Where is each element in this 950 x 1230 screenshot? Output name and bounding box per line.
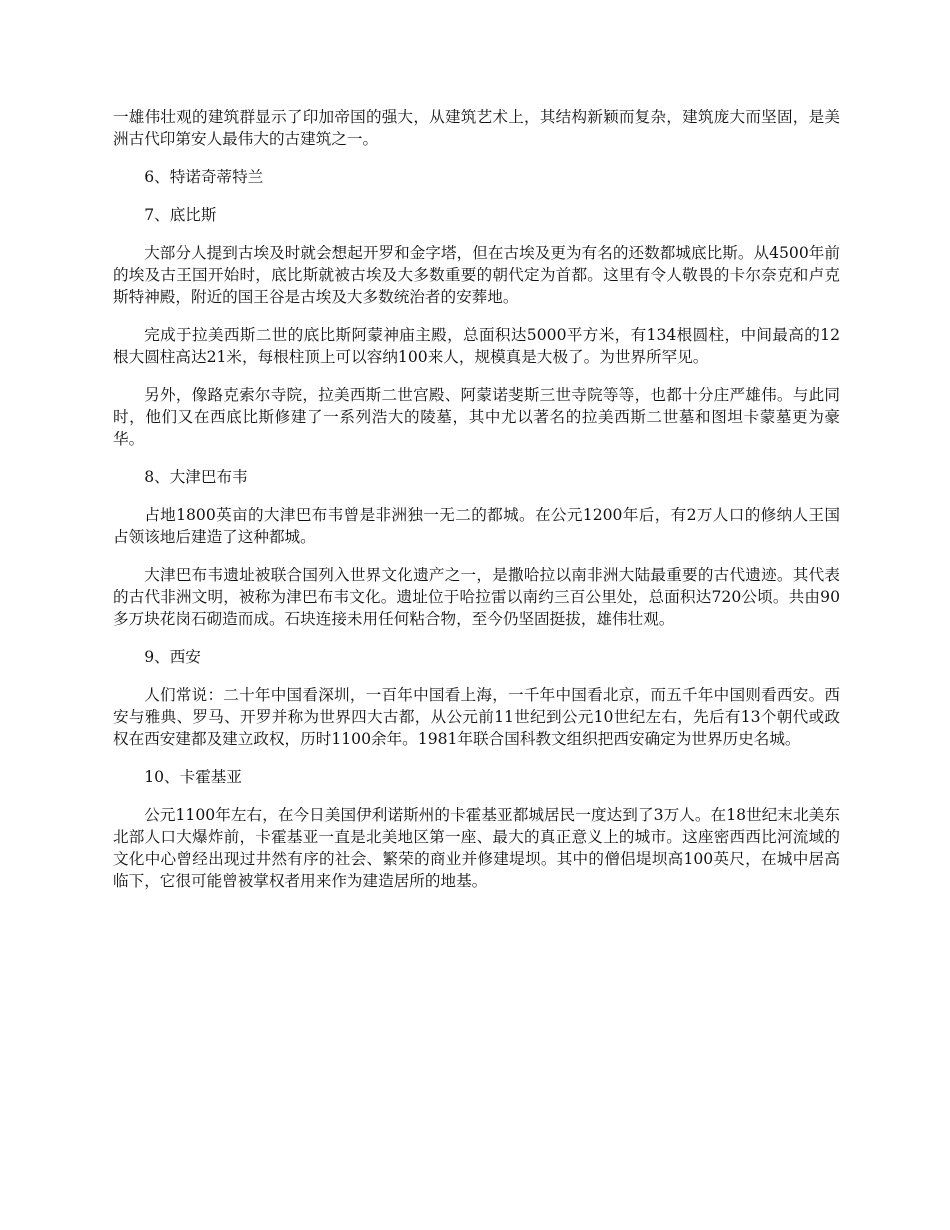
paragraph-thebes-temple: 完成于拉美西斯二世的底比斯阿蒙神庙主殿，总面积达5000平方米，有134根圆柱，中间最高的12根大圆柱高达21米，每根柱顶上可以容纳100来人，规模真是大极了。为世界所罕见。 bbox=[113, 326, 840, 366]
heading-great-zimbabwe: 8、大津巴布韦 bbox=[144, 468, 248, 486]
document-page bbox=[113, 106, 840, 908]
heading-cahokia: 10、卡霍基亚 bbox=[144, 768, 242, 786]
paragraph-cahokia: 公元1100年左右，在今日美国伊利诺斯州的卡霍基亚都城居民一度达到了3万人。在18世纪末北美东北部人口大爆炸前，卡霍基亚一直是北美地区第一座、最大的真正意义上的城市。这座密西西比河流域的文化中心曾经出现过井然有序的社会、繁荣的商业并修建堤坝。其中的僧侣堤坝高100英尺，在城中居高临下，它很可能曾被掌权者用来作为建造居所的地基。 bbox=[113, 806, 840, 890]
paragraph-inca-continuation: 一雄伟壮观的建筑群显示了印加帝国的强大，从建筑艺术上，其结构新颖而复杂，建筑庞大而坚固，是美洲古代印第安人最伟大的古建筑之一。 bbox=[113, 108, 840, 148]
paragraph-thebes-intro: 大部分人提到古埃及时就会想起开罗和金字塔，但在古埃及更为有名的还数都城底比斯。从4500年前的埃及古王国开始时，底比斯就被古埃及大多数重要的朝代定为首都。这里有令人敬畏的卡尔奈克和卢克斯特神殿，附近的国王谷是古埃及大多数统治者的安葬地。 bbox=[113, 244, 840, 306]
heading-thebes: 7、底比斯 bbox=[144, 206, 217, 224]
paragraph-zimbabwe-heritage: 大津巴布韦遗址被联合国列入世界文化遗产之一，是撒哈拉以南非洲大陆最重要的古代遗迹。其代表的古代非洲文明，被称为津巴布韦文化。遗址位于哈拉雷以南约三百公里处，总面积达720公顷。共由90多万块花岗石砌造而成。石块连接未用任何粘合物，至今仍坚固挺拔，雄伟壮观。 bbox=[113, 566, 840, 628]
heading-tenochtitlan: 6、特诺奇蒂特兰 bbox=[144, 168, 264, 186]
heading-xian: 9、西安 bbox=[144, 648, 201, 666]
paragraph-zimbabwe-intro: 占地1800英亩的大津巴布韦曾是非洲独一无二的都城。在公元1200年后，有2万人口的修纳人王国占领该地后建造了这种都城。 bbox=[113, 506, 840, 546]
paragraph-thebes-tombs: 另外，像路克索尔寺院，拉美西斯二世宫殿、阿蒙诺斐斯三世寺院等等，也都十分庄严雄伟。与此同时，他们又在西底比斯修建了一系列浩大的陵墓，其中尤以著名的拉美西斯二世墓和图坦卡蒙墓更为豪华。 bbox=[113, 386, 840, 448]
paragraph-xian: 人们常说：二十年中国看深圳，一百年中国看上海，一千年中国看北京，而五千年中国则看西安。西安与雅典、罗马、开罗并称为世界四大古都，从公元前11世纪到公元10世纪左右，先后有13个朝代或政权在西安建都及建立政权，历时1100余年。1981年联合国科教文组织把西安确定为世界历史名城。 bbox=[113, 686, 840, 748]
